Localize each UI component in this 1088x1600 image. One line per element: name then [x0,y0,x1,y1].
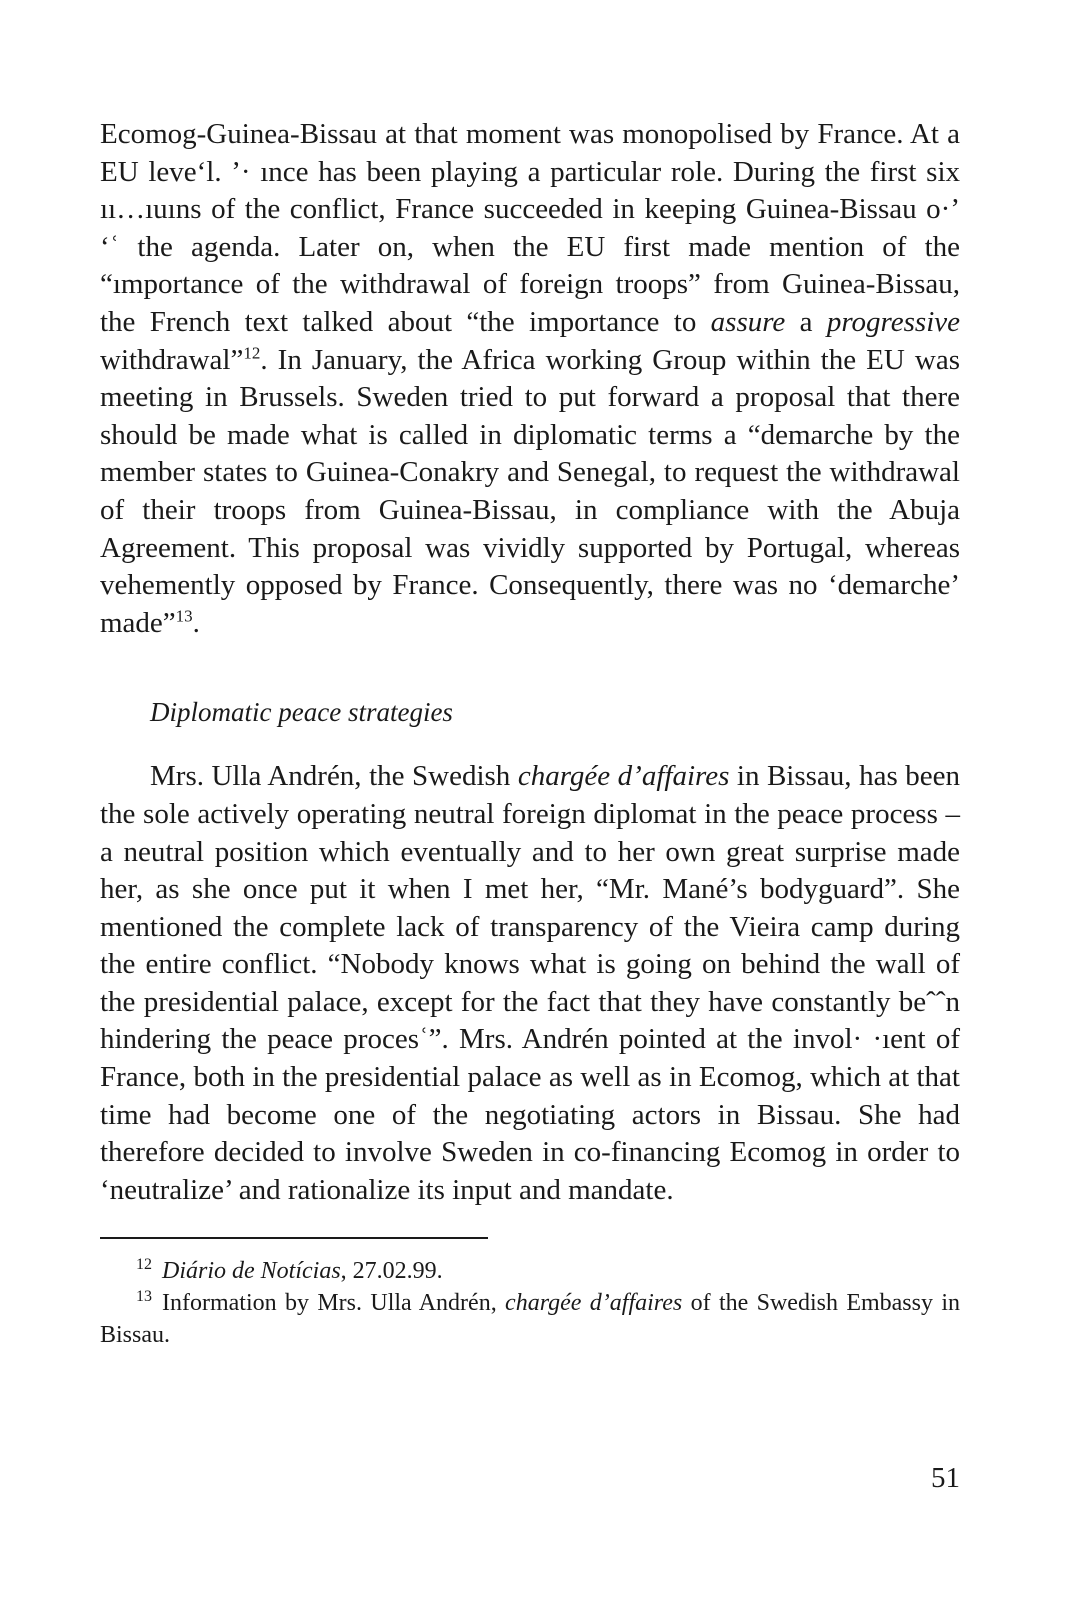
footnote-13-text-b: of the Swedish Embassy in Bissau. [100,1290,960,1349]
paragraph-1-text-b: a [785,305,827,338]
footnote-12 [100,1255,960,1287]
footnote-12-source: Diário de Notícias [162,1258,341,1285]
footnote-13 [100,1287,960,1351]
page-number: 51 [931,1462,960,1494]
paragraph-1-text-c: withdrawal” [100,343,244,376]
footnote-13-italic-chargee: chargée d’affaires [505,1290,683,1317]
paragraph-1 [100,116,960,642]
paragraph-2 [100,758,960,1209]
page-body [100,116,960,1351]
paragraph-1-italic-assure: assure [710,305,786,338]
paragraph-2-text-a: Mrs. Ulla Andrén, the Swedish [150,760,518,793]
footnote-13-number: 13 [136,1288,152,1306]
paragraph-1-text-d: . In January, the Africa working Group within the EU was meeting in Brussels. Sweden tried to put forward a proposal that there should be made what is called in diplomatic terms a “demarche by the member states to Guinea-Conakry and Senegal, to request the withdrawal of their troops from Guinea-Bissau, in compliance with the Abuja Agreement. This proposal was vividly supported by Portugal, whereas vehemently opposed by France. Consequently, there was no ‘demarche’ made” [100,343,960,639]
section-heading: Diplomatic peace strategies [150,697,453,728]
paragraph-1-italic-progressive: progressive [826,305,961,338]
footnote-divider [100,1237,488,1239]
footnote-12-number: 12 [136,1256,152,1274]
paragraph-1-text-a: Ecomog-Guinea-Bissau at that moment was monopolised by France. At a EU leve‘l. ’· ınce has been playing a particular role. During the first six ıı…ıuıns of the conflict, France succeeded in keeping Guinea-Bissau o·’ ‘ʿ the agenda. Later on, when the EU first made mention of the “ımportance of the withdrawal of foreign troops” from Guinea-Bissau, the French text talked about “the importance to [100,118,960,338]
footnote-12-date: , 27.02.99. [340,1258,443,1285]
footnote-ref-13: 13 [175,606,193,626]
paragraph-1-text-e: . [192,606,200,639]
footnote-13-text-a: Information by Mrs. Ulla Andrén, [162,1290,506,1317]
paragraph-2-text-b: in Bissau, has been the sole actively operating neutral foreign diplomat in the peace process – a neutral position which eventually and to her own great surprise made her, as she once put it when I met her, “Mr. Mané’s bodyguard”. She mentioned the complete lack of transparency of the Vieira camp during the entire conflict. “Nobody knows what is going on behind the wall of the presidential palace, except for the fact that they have constantly beˆˆn hindering the peace procesʿ”. Mrs. Andrén pointed at the invol· ·ıent of France, both in the presidential palace as well as in Ecomog, which at that time had become one of the negotiating actors in Bissau. She had therefore decided to involve Sweden in co-financing Ecomog in order to ‘neutralize’ and rationalize its input and mandate. [100,760,960,1206]
footnote-ref-12: 12 [243,342,261,362]
paragraph-2-italic-chargee: chargée d’affaires [517,760,730,793]
